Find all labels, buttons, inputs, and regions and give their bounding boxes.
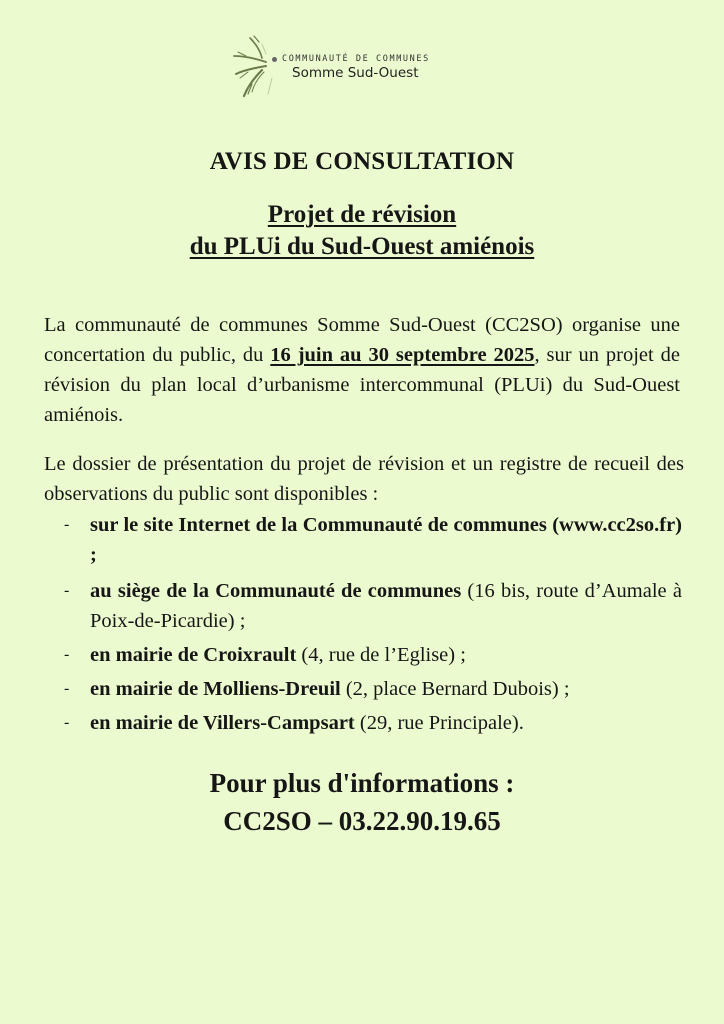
wheat-leaves-icon	[232, 34, 282, 104]
location-detail: (29, rue Principale).	[354, 712, 524, 734]
location-label: en mairie de Villers-Campsart	[90, 712, 355, 734]
location-text	[90, 674, 682, 704]
list-dash: -	[64, 646, 70, 663]
location-text	[90, 576, 682, 636]
project-title-line1: Projet de révision	[267, 201, 457, 228]
cc2so-logo	[232, 34, 462, 104]
consultation-intro-paragraph	[44, 310, 680, 430]
location-detail: (2, place Bernard Dubois) ;	[340, 678, 570, 700]
contact-heading: Pour plus d'informations :	[209, 768, 515, 798]
intro-text: La communauté de communes Somme Sud-Ouest (CC2SO) organise une concertation du public, du	[44, 314, 680, 366]
location-detail: (4, rue de l’Eglise) ;	[296, 644, 466, 666]
list-dash: -	[64, 714, 70, 731]
list-dash: -	[64, 582, 70, 599]
location-text	[90, 510, 682, 570]
intro-text-end: , sur un projet de révision du plan local d’urbanisme intercommunal (PLUi) du Sud-Ouest amiénois.	[44, 344, 680, 426]
consultation-dates: 16 juin au 30 septembre 2025	[270, 344, 535, 366]
location-label: au siège de la Communauté de communes	[90, 580, 462, 602]
location-text	[90, 708, 682, 738]
location-detail: (16 bis, route d’Aumale à Poix-de-Picardie) ;	[90, 580, 682, 632]
logo-org-name: Somme Sud-Ouest	[292, 65, 419, 81]
location-label: sur le site Internet de la Communauté de communes (www.cc2so.fr) ;	[90, 514, 682, 566]
notice-title: AVIS DE CONSULTATION	[209, 148, 515, 175]
location-label: en mairie de Molliens-Dreuil	[90, 678, 341, 700]
list-dash: -	[64, 516, 70, 533]
contact-phone: CC2SO – 03.22.90.19.65	[223, 806, 501, 836]
availability-paragraph: Le dossier de présentation du projet de révision et un registre de recueil des observations du public sont disponibles :	[44, 453, 684, 505]
location-text	[90, 640, 682, 670]
project-title-line2: du PLUi du Sud-Ouest amiénois	[189, 233, 535, 260]
list-dash: -	[64, 680, 70, 697]
location-label: en mairie de Croixrault	[90, 644, 297, 666]
logo-dot	[272, 57, 277, 62]
logo-org-type: COMMUNAUTÉ DE COMMUNES	[282, 54, 430, 64]
